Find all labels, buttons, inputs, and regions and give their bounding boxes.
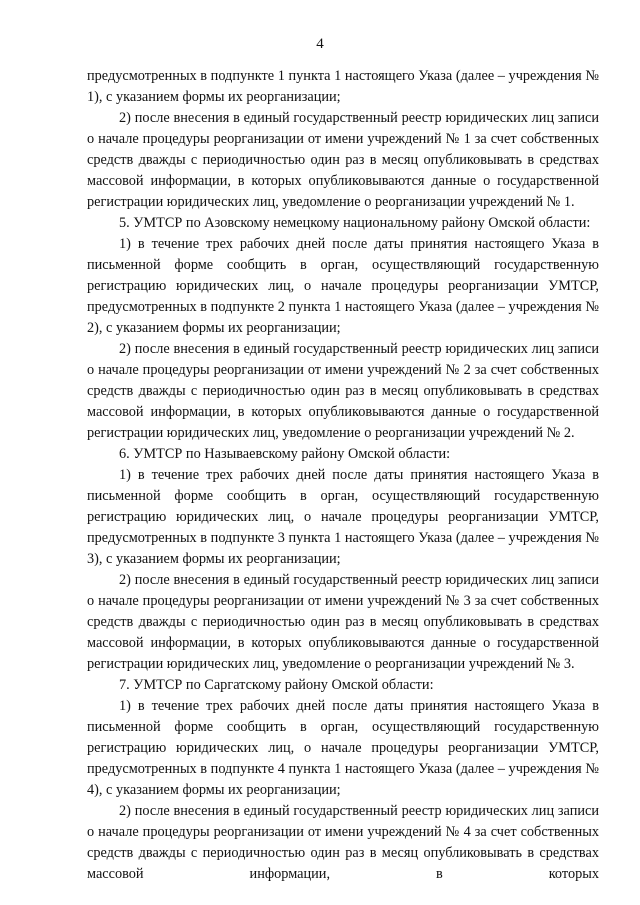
document-body <box>87 66 599 885</box>
paragraph: 2) после внесения в единый государственный реестр юридических лиц записи о начале процедуры реорганизации от имени учреждений № 3 за счет собственных средств дважды с периодичностью один раз в месяц опубликовывать в средствах массовой информации, в которых опубликовываются данные о государственной регистрации юридических лиц, уведомление о реорганизации учреждений № 3. <box>87 572 599 672</box>
paragraph: 1) в течение трех рабочих дней после даты принятия настоящего Указа в письменной форме сообщить в орган, осуществляющий государственную регистрацию юридических лиц, о начале процедуры реорганизации УМТСР, предусмотренных в подпункте 4 пункта 1 настоящего Указа (далее – учреждения № 4), с указанием формы их реорганизации; <box>87 698 599 798</box>
section-heading-5: 5. УМТСР по Азовскому немецкому национальному району Омской области: <box>119 215 591 231</box>
section-heading-6: 6. УМТСР по Называевскому району Омской области: <box>119 446 451 462</box>
paragraph: 1) в течение трех рабочих дней после даты принятия настоящего Указа в письменной форме сообщить в орган, осуществляющий государственную регистрацию юридических лиц, о начале процедуры реорганизации УМТСР, предусмотренных в подпункте 2 пункта 1 настоящего Указа (далее – учреждения № 2), с указанием формы их реорганизации; <box>87 236 599 336</box>
paragraph: 2) после внесения в единый государственный реестр юридических лиц записи о начале процедуры реорганизации от имени учреждений № 1 за счет собственных средств дважды с периодичностью один раз в месяц опубликовывать в средствах массовой информации, в которых опубликовываются данные о государственной регистрации юридических лиц, уведомление о реорганизации учреждений № 1. <box>87 110 599 210</box>
section-heading-7: 7. УМТСР по Саргатскому району Омской области: <box>119 677 434 693</box>
page-number: 4 <box>316 36 324 52</box>
paragraph-continuation: предусмотренных в подпункте 1 пункта 1 настоящего Указа (далее – учреждения № 1), с указанием формы их реорганизации; <box>87 68 599 105</box>
paragraph: 2) после внесения в единый государственный реестр юридических лиц записи о начале процедуры реорганизации от имени учреждений № 2 за счет собственных средств дважды с периодичностью один раз в месяц опубликовывать в средствах массовой информации, в которых опубликовываются данные о государственной регистрации юридических лиц, уведомление о реорганизации учреждений № 2. <box>87 341 599 441</box>
paragraph-truncated: 2) после внесения в единый государственный реестр юридических лиц записи о начале процедуры реорганизации от имени учреждений № 4 за счет собственных средств дважды с периодичностью один раз в месяц опубликовывать в средствах массовой информации, в которых <box>87 803 599 882</box>
paragraph: 1) в течение трех рабочих дней после даты принятия настоящего Указа в письменной форме сообщить в орган, осуществляющий государственную регистрацию юридических лиц, о начале процедуры реорганизации УМТСР, предусмотренных в подпункте 3 пункта 1 настоящего Указа (далее – учреждения № 3), с указанием формы их реорганизации; <box>87 467 599 567</box>
